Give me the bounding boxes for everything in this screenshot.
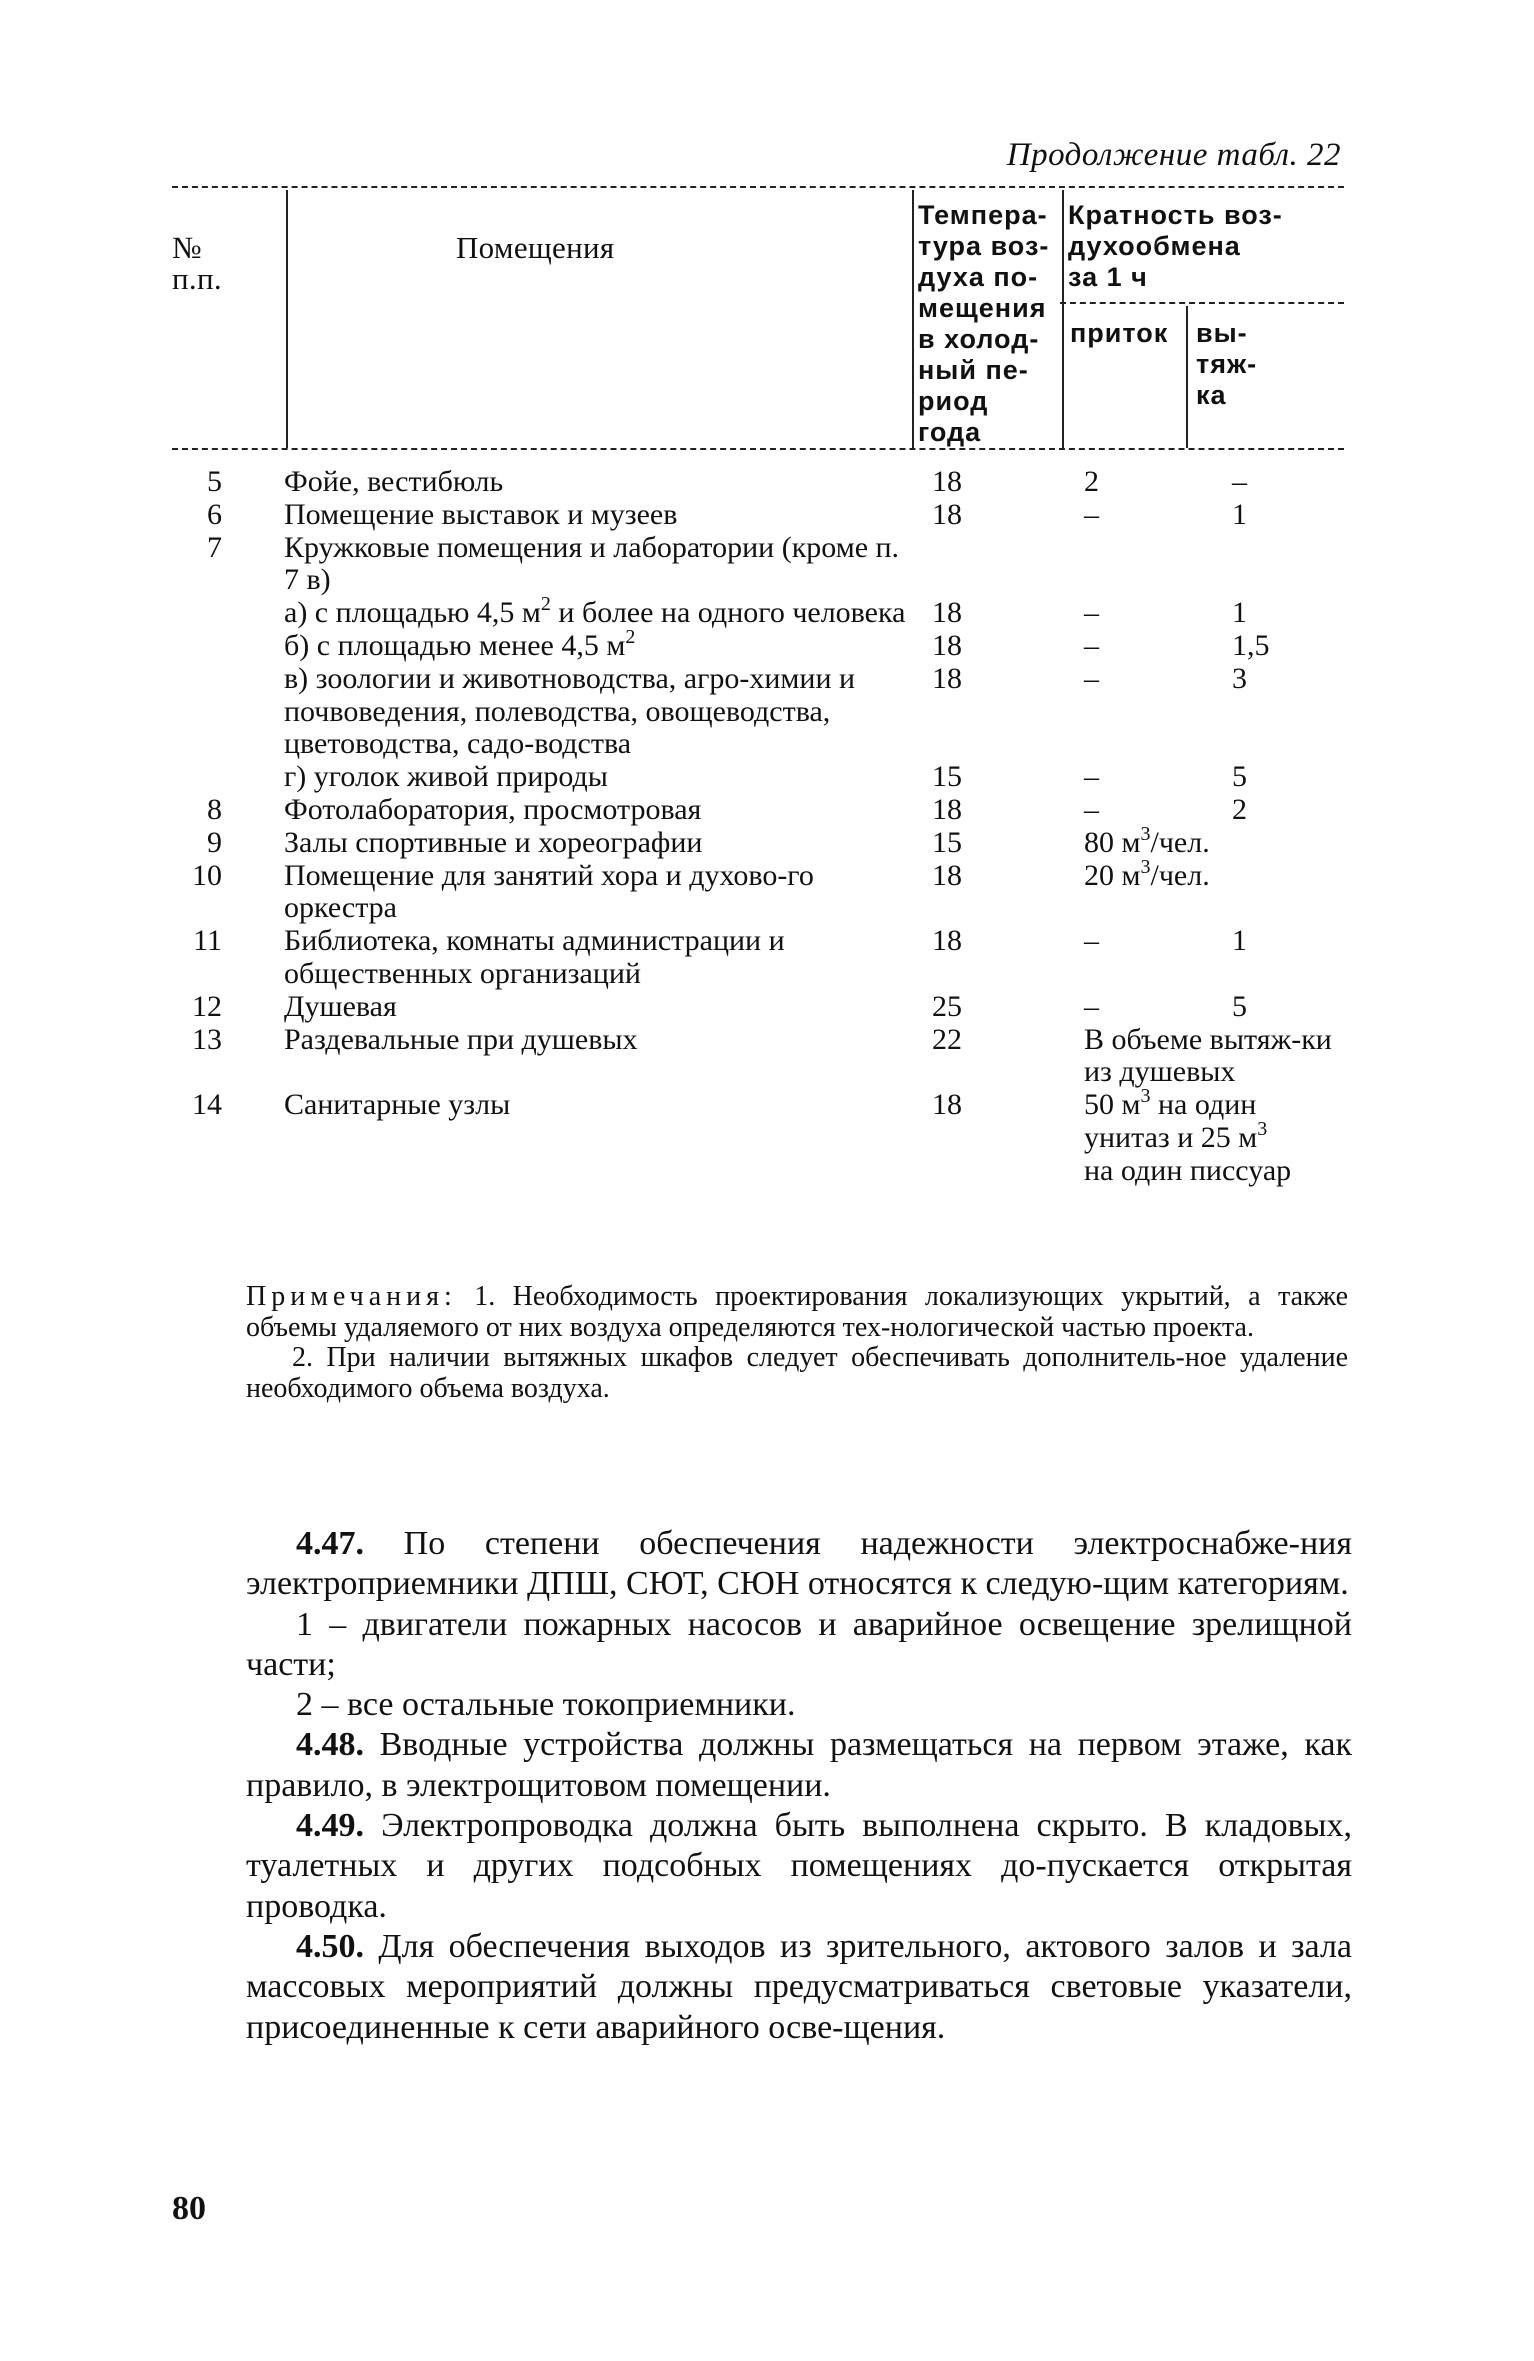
- header-exchange-line: Кратность воз-: [1068, 200, 1283, 230]
- table-row: [160, 855, 1360, 926]
- header-exchange-line: за 1 ч: [1068, 262, 1148, 292]
- table-row: [160, 761, 1360, 794]
- header-temp-line: риод: [918, 386, 989, 416]
- row-inflow: –: [1084, 989, 1099, 1023]
- table-caption: Продолжение табл. 22: [1006, 137, 1341, 173]
- row-outflow: 5: [1232, 760, 1247, 794]
- paragraph: [246, 1524, 1352, 1605]
- row-exchange-superscript: 3: [1140, 822, 1151, 845]
- table-row: [160, 1024, 1360, 1090]
- page-number: 80: [172, 2190, 206, 2227]
- row-room-superscript: 2: [625, 625, 636, 648]
- row-air-exchange: [1084, 855, 1374, 893]
- row-inflow: –: [1084, 924, 1099, 958]
- row-room: Залы спортивные и хореографии: [284, 825, 703, 859]
- paragraph-number: 4.48.: [296, 1726, 364, 1764]
- row-exchange-line: [1084, 1117, 1374, 1155]
- paragraph-text: Для обеспечения выходов из зрительного, актового залов и зала массовых мероприятий должны предусматриваться световые указатели, присоединенные к сети аварийного осве-щения.: [246, 1927, 1352, 2046]
- row-inflow: –: [1084, 596, 1099, 630]
- header-outflow: [1196, 318, 1257, 411]
- header-temp-line: ный пе-: [918, 355, 1029, 385]
- header-outflow-line: ка: [1196, 380, 1227, 410]
- row-exchange-line: [1084, 1085, 1374, 1122]
- row-inflow: –: [1084, 760, 1099, 794]
- header-inflow: приток: [1070, 318, 1169, 348]
- row-temperature: 18: [932, 628, 962, 662]
- row-exchange-line: на один писсуар: [1084, 1153, 1292, 1187]
- row-number: 10: [192, 858, 222, 892]
- table-subheader-rule: [1060, 302, 1344, 304]
- row-room: [284, 625, 911, 663]
- row-temperature: 18: [932, 858, 962, 892]
- table-col-divider-4: [1186, 306, 1188, 448]
- row-room: Библиотека, комнаты администрации и общественных организаций: [284, 924, 785, 990]
- row-temperature: 22: [932, 1022, 962, 1056]
- table-top-rule: [172, 186, 1344, 188]
- header-num-line2: п.п.: [172, 261, 222, 296]
- row-temperature: 18: [932, 1088, 962, 1122]
- table-notes: [246, 1282, 1348, 1404]
- table-col-divider-1: [286, 190, 288, 448]
- row-room: Санитарные узлы: [284, 1088, 511, 1122]
- row-exchange-text: унитаз и 25 м: [1084, 1120, 1258, 1154]
- header-temperature: [918, 200, 1049, 448]
- row-room: Помещение для занятий хора и духово-го оркестра: [284, 858, 814, 925]
- row-room: [284, 593, 911, 630]
- header-temp-line: духа по-: [918, 262, 1039, 292]
- row-room-text: б) с площадью менее 4,5 м: [284, 628, 626, 662]
- row-inflow: –: [1084, 661, 1099, 695]
- row-exchange-text: 80 м: [1084, 825, 1141, 859]
- header-num-line1: №: [172, 230, 202, 265]
- table-row: [160, 991, 1360, 1024]
- paragraph: [246, 1927, 1352, 2048]
- header-room: Помещения: [456, 230, 615, 265]
- table-row: [160, 663, 1360, 761]
- row-room: Помещение выставок и музеев: [284, 497, 678, 531]
- row-room: в) зоологии и животноводства, агро-химии и почвоведения, полеводства, овощеводства, цветоводства, садо-водства: [284, 661, 856, 761]
- note-1: [246, 1282, 1348, 1343]
- table-col-divider-3: [1062, 190, 1064, 448]
- table-row: [160, 593, 1360, 630]
- row-outflow: 1: [1232, 497, 1247, 531]
- row-air-exchange: [1084, 822, 1374, 860]
- row-room: Фойе, вестибюль: [284, 465, 504, 498]
- row-room: Кружковые помещения и лаборатории (кроме п. 7 в): [284, 530, 900, 597]
- header-temp-line: мещения: [918, 293, 1047, 323]
- header-outflow-line: тяж-: [1196, 349, 1258, 379]
- notes-label: Примечания:: [246, 1281, 457, 1312]
- row-number: 9: [207, 825, 222, 859]
- row-exchange-superscript: 3: [1140, 1085, 1151, 1108]
- paragraph: [246, 1806, 1352, 1927]
- row-number: 13: [192, 1022, 222, 1056]
- header-temp-line: Темпера-: [918, 200, 1048, 230]
- row-air-exchange: В объеме вытяж-ки из душевых: [1084, 1022, 1332, 1089]
- paragraph: [246, 1605, 1352, 1686]
- header-exchange-line: духообмена: [1068, 231, 1241, 261]
- row-temperature: 18: [932, 661, 962, 695]
- header-temp-line: в холод-: [918, 324, 1040, 354]
- paragraph-text: 1 – двигатели пожарных насосов и аварийное освещение зрелищной части;: [246, 1605, 1352, 1683]
- table-row: [160, 466, 1360, 499]
- table-col-divider-2: [912, 190, 914, 448]
- table-body: [160, 465, 1360, 1187]
- paragraph-number: 4.47.: [296, 1525, 364, 1562]
- row-number: 6: [207, 497, 222, 531]
- row-exchange-text: /чел.: [1150, 825, 1210, 859]
- table-header-bottom-rule: [172, 448, 1344, 450]
- row-outflow: 3: [1232, 661, 1247, 695]
- table-row: [160, 794, 1360, 827]
- row-room: Фотолаборатория, просмотровая: [284, 792, 702, 826]
- note-2: 2. При наличии вытяжных шкафов следует обеспечивать дополнитель-ное удаление необходимого объема воздуха.: [246, 1342, 1348, 1404]
- row-number: 14: [192, 1088, 222, 1122]
- row-temperature: 18: [932, 596, 962, 630]
- row-number: 7: [207, 530, 222, 564]
- row-exchange-superscript: 3: [1257, 1117, 1268, 1140]
- table-row: [160, 499, 1360, 532]
- row-temperature: 18: [932, 924, 962, 958]
- row-inflow: –: [1084, 792, 1099, 826]
- header-num: [172, 232, 222, 294]
- row-outflow: 1,5: [1232, 628, 1270, 662]
- row-outflow: 2: [1232, 792, 1247, 826]
- row-temperature: 18: [932, 497, 962, 531]
- row-room: Раздевальные при душевых: [284, 1022, 638, 1056]
- row-room-text: а) с площадью 4,5 м: [284, 596, 541, 630]
- table-row: [160, 925, 1360, 991]
- row-inflow: –: [1084, 628, 1099, 662]
- header-temp-line: года: [918, 417, 982, 447]
- row-temperature: 15: [932, 825, 962, 859]
- row-exchange-text: /чел.: [1150, 858, 1210, 892]
- paragraph-number: 4.50.: [296, 1927, 364, 1965]
- row-temperature: 18: [932, 465, 962, 498]
- row-room: г) уголок живой природы: [284, 760, 608, 794]
- row-air-exchange: [1084, 1085, 1374, 1187]
- row-temperature: 15: [932, 760, 962, 794]
- row-exchange-text: 20 м: [1084, 858, 1141, 892]
- row-temperature: 25: [932, 989, 962, 1023]
- row-exchange-text: 50 м: [1084, 1088, 1141, 1122]
- row-room-superscript: 2: [540, 593, 551, 616]
- row-temperature: 18: [932, 792, 962, 826]
- table-row: [160, 1085, 1360, 1187]
- row-number: 11: [193, 924, 222, 958]
- header-air-exchange: [1068, 200, 1283, 293]
- paragraph-text: Электропроводка должна быть выполнена скрыто. В кладовых, туалетных и других подсобных помещениях до-пускается открытая проводка.: [246, 1807, 1352, 1925]
- row-number: 8: [207, 792, 222, 826]
- row-exchange-superscript: 3: [1140, 855, 1151, 878]
- paragraph-number: 4.49.: [296, 1807, 364, 1845]
- paragraph-text: Вводные устройства должны размещаться на первом этаже, как правило, в электрощитовом помещении.: [246, 1726, 1352, 1804]
- row-number: 5: [207, 465, 222, 498]
- row-inflow: 2: [1084, 465, 1099, 498]
- body-text: [246, 1524, 1352, 2048]
- header-outflow-line: вы-: [1196, 318, 1248, 348]
- row-number: 12: [192, 989, 222, 1023]
- paragraph-text: 2 – все остальные токоприемники.: [296, 1686, 796, 1724]
- row-inflow: –: [1084, 497, 1099, 531]
- row-outflow: 1: [1232, 596, 1247, 630]
- row-room-text: и более на одного человека: [550, 596, 906, 630]
- row-room: Душевая: [284, 989, 397, 1023]
- table-row: [160, 625, 1360, 663]
- note-1-text: 1. Необходимость проектирования локализующих укрытий, а также объемы удаляемого от них воздуха определяются тех-нологической частью проекта.: [246, 1281, 1348, 1343]
- row-outflow: 5: [1232, 989, 1247, 1023]
- paragraph: [246, 1725, 1352, 1806]
- paragraph-text: По степени обеспечения надежности электроснабже-ния электроприемники ДПШ, СЮТ, СЮН относятся к следую-щим категориям.: [246, 1525, 1352, 1603]
- table-row: [160, 532, 1360, 598]
- row-outflow: 1: [1232, 924, 1247, 958]
- header-temp-line: тура воз-: [918, 231, 1050, 261]
- table-row: [160, 822, 1360, 860]
- row-outflow: –: [1232, 465, 1247, 498]
- paragraph: [246, 1685, 1352, 1725]
- row-exchange-text: на один: [1150, 1088, 1257, 1122]
